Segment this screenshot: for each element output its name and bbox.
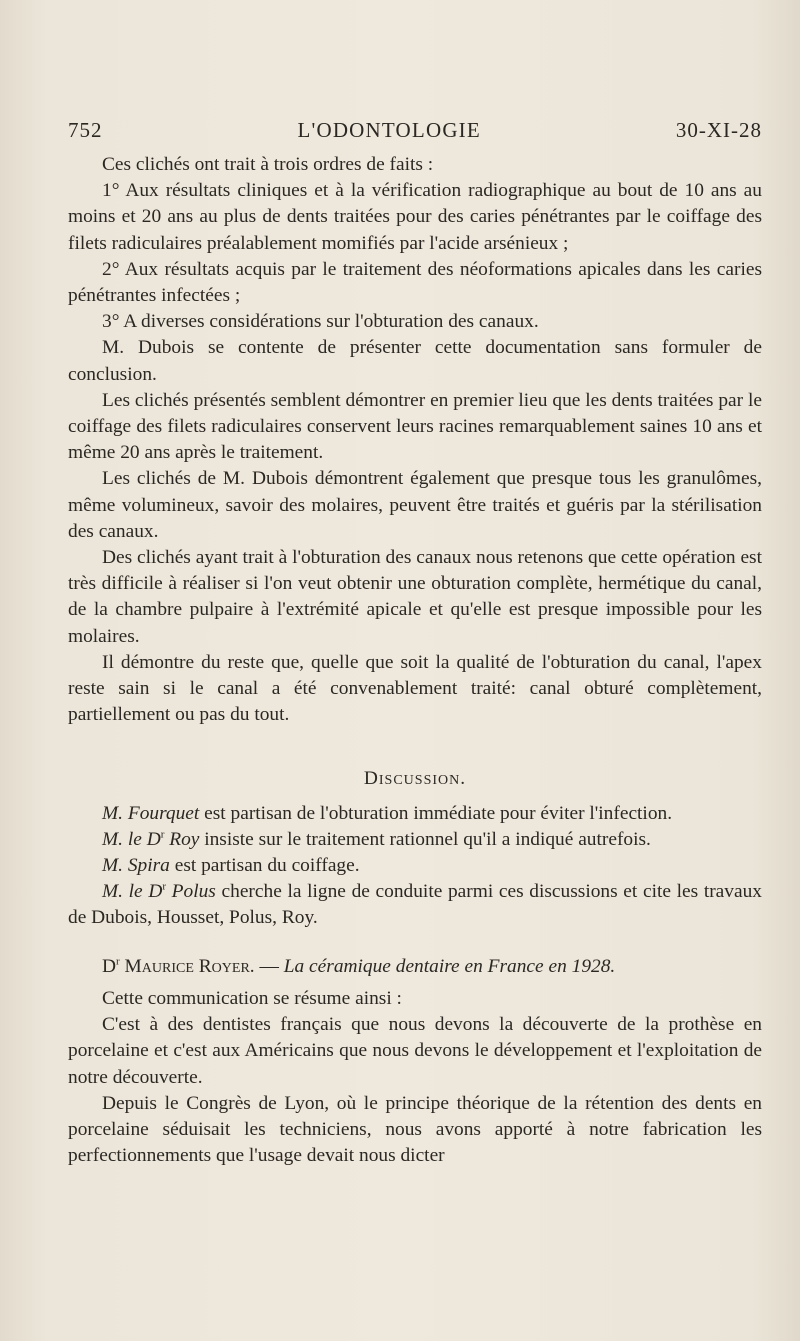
author-sup: r	[116, 955, 120, 968]
paragraph: Ces clichés ont trait à trois ordres de faits :	[102, 154, 434, 175]
title-dash: —	[254, 955, 284, 977]
discussion-text: insiste sur le traitement rationnel qu'il a indiqué autrefois.	[199, 828, 651, 850]
speaker-name: M. Spira	[102, 855, 170, 877]
paragraph: 2° Aux résultats acquis par le traitement des néoformations apicales dans les caries pénétrantes infectées ;	[68, 258, 762, 307]
discussion-text: est partisan du coiffage.	[169, 855, 360, 877]
discussion-entry	[68, 827, 762, 853]
communication-title: La céramique dentaire en France en 1928.	[283, 955, 616, 977]
paragraph: Des clichés ayant trait à l'obturation des canaux nous retenons que cette opération est très difficile à réaliser si l'on veut obtenir une obturation complète, hermétique du canal, de la chambre pulpaire à l'extrémité apicale et qu'elle est presque impossible pour les molaires.	[68, 547, 762, 647]
paragraph: C'est à des dentistes français que nous devons la découverte de la prothèse en porcelaine et c'est aux Américains que nous devons le développement et l'exploitation de notre découverte.	[68, 1014, 762, 1088]
discussion-entry	[68, 801, 762, 827]
author-name: Maurice Royer.	[119, 955, 255, 977]
discussion-text: cherche la ligne de conduite parmi ces discussions et cite les travaux de Dubois, Housset, Polus, Roy.	[68, 881, 762, 929]
paragraph: 1° Aux résultats cliniques et à la vérification radiographique au bout de 10 ans au moins et 20 ans au plus de dents traitées pour des caries pénétrantes par le coiffage des filets radiculaires préalablement momifiés par l'acide arsénieux ;	[68, 180, 762, 254]
paragraph: M. Dubois se contente de présenter cette documentation sans formuler de conclusion.	[68, 337, 762, 385]
paragraph: Cette communication se résume ainsi :	[102, 987, 402, 1009]
paragraph: Depuis le Congrès de Lyon, où le principe théorique de la rétention des dents en porcelaine séduisait les techniciens, nous avons apporté à notre fabrication les perfectionnements que l'usage devait nous dicter	[68, 1092, 762, 1167]
page-number: 752	[68, 118, 103, 142]
issue-date: 30-XI-28	[675, 118, 762, 142]
paragraph: Les clichés présentés semblent démontrer en premier lieu que les dents traitées par le coiffage des filets radiculaires conservent leurs racines remarquablement saines 10 ans et même 20 ans après le traitement.	[68, 389, 762, 464]
discussion-entry	[68, 879, 762, 931]
section-heading: Discussion.	[363, 768, 467, 790]
speaker-prefix: M. le D	[102, 881, 163, 903]
speaker-sup: r	[160, 828, 165, 841]
paragraph: 3° A diverses considérations sur l'obturation des canaux.	[102, 311, 539, 333]
author-prefix: D	[102, 955, 117, 977]
paragraph: Il démontre du reste que, quelle que soit la qualité de l'obturation du canal, l'apex reste sain si le canal a été convenablement traité: canal obturé complètement, partiellement ou pas du tout.	[68, 651, 762, 726]
journal-title: L'ODONTOLOGIE	[297, 118, 481, 142]
article-body	[68, 152, 762, 1169]
discussion-text: est partisan de l'obturation immédiate pour éviter l'infection.	[199, 802, 673, 824]
discussion-entry	[68, 853, 762, 879]
speaker-name: M. Fourquet	[102, 802, 200, 824]
speaker-prefix: M. le D	[102, 828, 161, 850]
paragraph: Les clichés de M. Dubois démontrent également que presque tous les granulômes, même volumineux, savoir des molaires, peuvent être traités et guéris par la stérilisation des canaux.	[68, 468, 762, 542]
communication-title-line	[68, 954, 762, 980]
speaker-name: Polus	[166, 881, 216, 903]
speaker-sup: r	[162, 880, 167, 893]
speaker-name: Roy	[164, 828, 200, 850]
page-header	[68, 118, 762, 148]
